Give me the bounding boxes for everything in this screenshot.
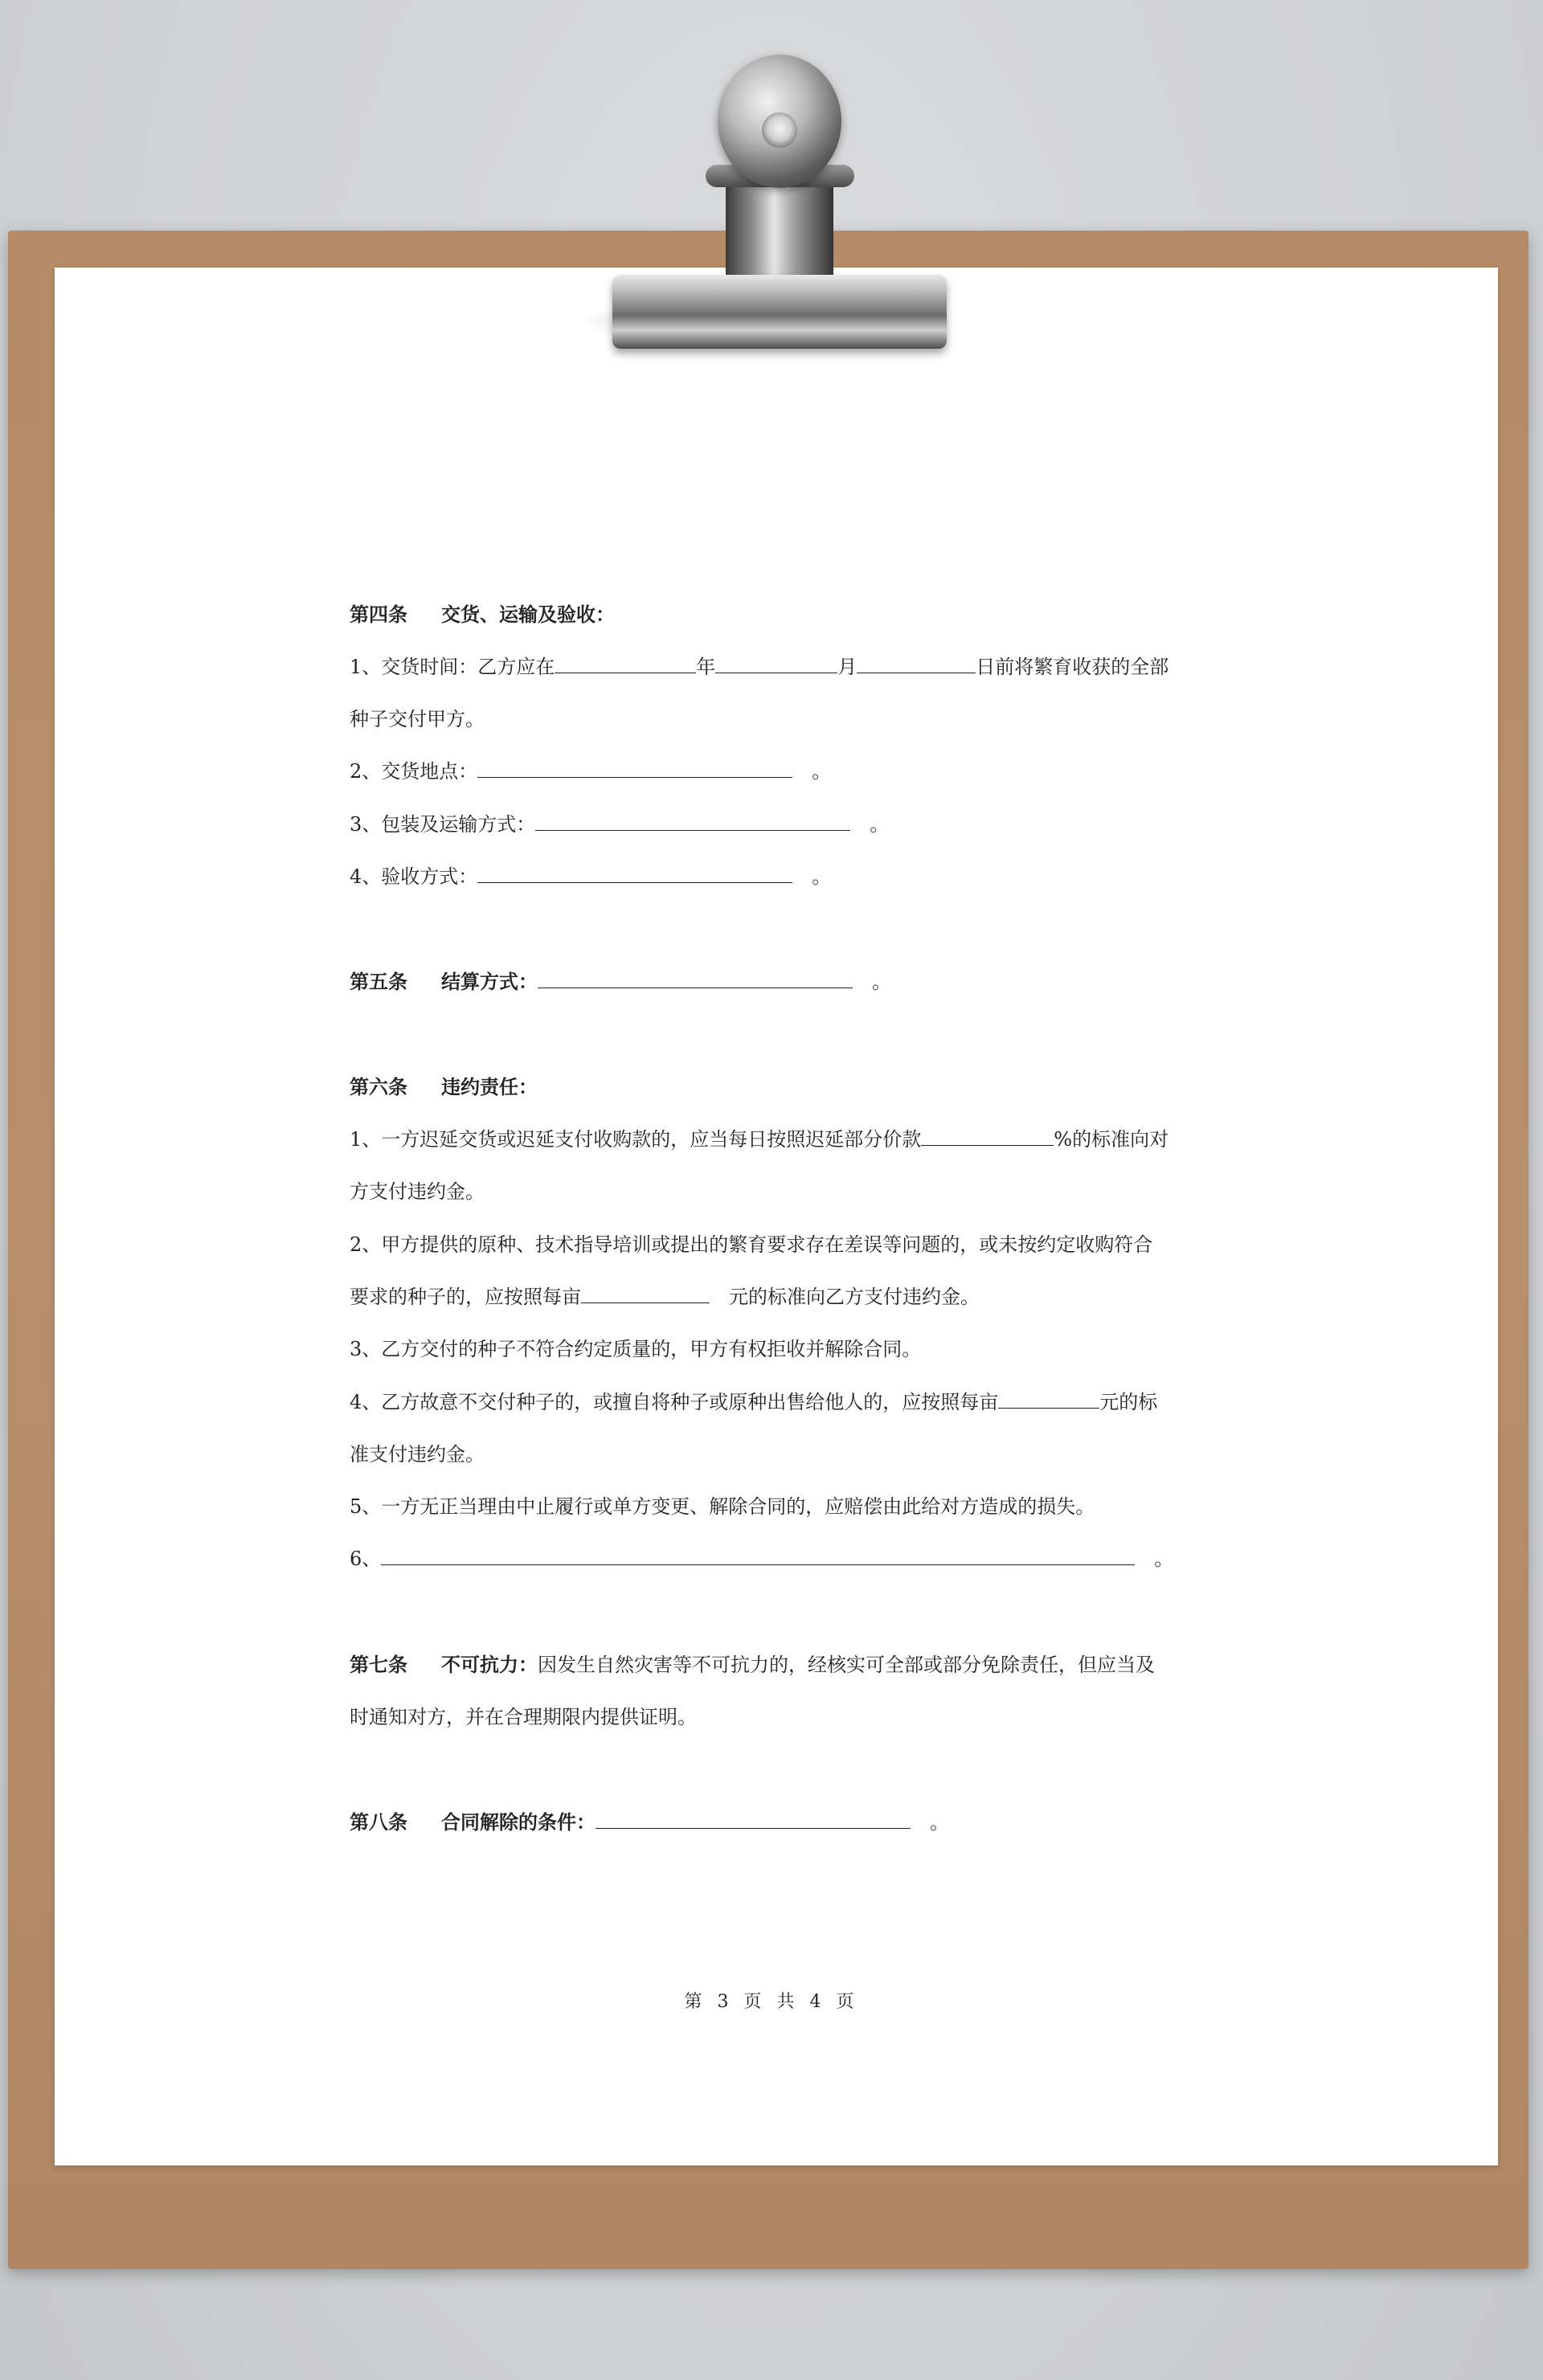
article4-item4-label: 4、验收方式： (350, 865, 478, 888)
period: 。 (812, 760, 832, 783)
article6-item4-text: 4、乙方故意不交付种子的，或擅自将种子或原种出售给他人的，应按照每亩 (350, 1391, 999, 1413)
article6-number: 第六条 (350, 1075, 407, 1098)
article6-item2-text2: 元的标准向乙方支付违约金。 (729, 1286, 980, 1308)
article5-number: 第五条 (350, 970, 407, 993)
article4-item1-cont: 种子交付甲方。 (350, 708, 485, 730)
article6-item6 (350, 1547, 1173, 1571)
blank-per-mu-penalty[interactable] (998, 1390, 1099, 1409)
article7-number: 第七条 (350, 1653, 407, 1676)
period: 。 (930, 1811, 949, 1834)
period: 。 (812, 865, 832, 888)
article6-heading-line (350, 1075, 538, 1099)
article4-item2 (350, 759, 831, 783)
article6-item2: 2、甲方提供的原种、技术指导培训或提出的繁育要求存在差误等问题的，或未按约定收购符合 (350, 1233, 1153, 1256)
article6-item4-text2: 元的标 (1099, 1391, 1158, 1413)
article4-item2-label: 2、交货地点： (350, 760, 478, 783)
article4-number: 第四条 (350, 603, 407, 626)
article7-title: 不可抗力： (441, 1653, 538, 1676)
article4-item1-month: 月 (837, 656, 857, 678)
blank-year[interactable] (555, 655, 696, 673)
article8-title: 合同解除的条件： (441, 1810, 596, 1834)
article6-item1-text2: %的标准向对 (1054, 1128, 1169, 1151)
blank-month[interactable] (715, 655, 837, 673)
article8-number: 第八条 (350, 1810, 407, 1834)
article4-item4 (350, 865, 831, 889)
article6-item1-cont: 方支付违约金。 (350, 1180, 485, 1203)
article4-title: 交货、运输及验收： (441, 603, 615, 626)
document-page (55, 268, 1498, 2165)
blank-settlement[interactable] (538, 970, 853, 988)
blank-delivery-place[interactable] (477, 759, 792, 778)
article6-item2-cont (350, 1285, 980, 1309)
period: 。 (872, 971, 891, 993)
article4-heading-line (350, 603, 615, 627)
binder-clip-neck (726, 173, 833, 285)
article6-item4 (350, 1390, 1157, 1414)
blank-per-mu-amount[interactable] (581, 1285, 710, 1303)
article4-item1-year: 年 (696, 656, 716, 678)
article4-item3 (350, 812, 889, 836)
article4-item1 (350, 655, 1169, 679)
article6-item5: 5、一方无正当理由中止履行或单方变更、解除合同的，应赔偿由此给对方造成的损失。 (350, 1495, 1095, 1518)
article7-text: 因发生自然灾害等不可抗力的，经核实可全部或部分免除责任，但应当及 (538, 1654, 1155, 1676)
blank-inspection[interactable] (477, 865, 792, 883)
article6-item2-text: 要求的种子的，应按照每亩 (350, 1286, 581, 1308)
article6-item4-cont: 准支付违约金。 (350, 1443, 485, 1466)
article7-line1 (350, 1653, 1155, 1677)
article8-heading-line (350, 1810, 949, 1834)
article6-item6-label: 6、 (350, 1548, 382, 1570)
binder-clip-bar (612, 275, 947, 349)
article4-item1-text: 1、交货时间：乙方应在 (350, 656, 555, 678)
article6-title: 违约责任： (441, 1075, 538, 1098)
blank-termination-conditions[interactable] (596, 1810, 911, 1829)
blank-packaging[interactable] (535, 812, 850, 831)
article4-item1-day: 日前将繁育收获的全部 (976, 656, 1169, 678)
article6-item3: 3、乙方交付的种子不符合约定质量的，甲方有权拒收并解除合同。 (350, 1338, 922, 1360)
period: 。 (870, 813, 890, 836)
blank-day[interactable] (857, 655, 976, 673)
article7-line2: 时通知对方，并在合理期限内提供证明。 (350, 1706, 697, 1728)
article5-heading-line (350, 970, 891, 994)
article6-item1 (350, 1127, 1169, 1151)
article6-item1-text: 1、一方迟延交货或迟延支付收购款的，应当每日按照迟延部分价款 (350, 1128, 922, 1151)
binder-clip-hole (762, 112, 797, 148)
period: 。 (1154, 1548, 1174, 1570)
blank-penalty-percent[interactable] (921, 1127, 1054, 1146)
page-number-footer: 第 3 页 共 4 页 (684, 1992, 859, 2012)
article4-item3-label: 3、包装及运输方式： (350, 813, 536, 836)
article5-title: 结算方式： (441, 970, 538, 993)
blank-other-liability[interactable] (381, 1547, 1135, 1565)
